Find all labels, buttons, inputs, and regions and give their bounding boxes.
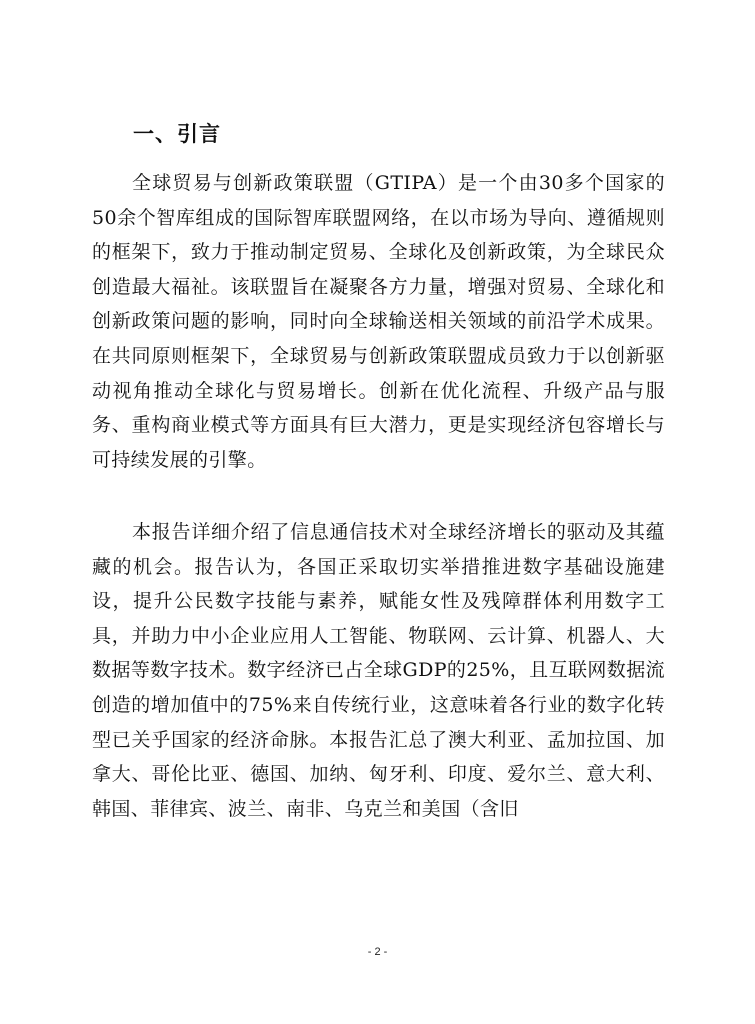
paragraph-intro: 全球贸易与创新政策联盟（GTIPA）是一个由30多个国家的50余个智库组成的国际智库联盟网络，在以市场为导向、遵循规则的框架下，致力于推动制定贸易、全球化及创新政策，为全球民众创造最大福祉。该联盟旨在凝聚各方力量，增强对贸易、全球化和创新政策问题的影响，同时向全球输送相关领域的前沿学术成果。在共同原则框架下，全球贸易与创新政策联盟成员致力于以创新驱动视角推动全球化与贸易增长。创新在优化流程、升级产品与服务、重构商业模式等方面具有巨大潜力，更是实现经济包容增长与可持续发展的引擎。 [92, 172, 665, 471]
section-heading: 一、引言 [133, 122, 221, 146]
page-number: - 2 - [367, 946, 388, 958]
paragraph-report-summary: 本报告详细介绍了信息通信技术对全球经济增长的驱动及其蕴藏的机会。报告认为，各国正采取切实举措推进数字基础设施建设，提升公民数字技能与素养，赋能女性及残障群体利用数字工具，并助力中小企业应用人工智能、物联网、云计算、机器人、大数据等数字技术。数字经济已占全球GDP的25%，且互联网数据流创造的增加值中的75%来自传统行业，这意味着各行业的数字化转型已关乎国家的经济命脉。本报告汇总了澳大利亚、孟加拉国、加拿大、哥伦比亚、德国、加纳、匈牙利、印度、爱尔兰、意大利、韩国、菲律宾、波兰、南非、乌克兰和美国（含旧 [92, 521, 665, 820]
